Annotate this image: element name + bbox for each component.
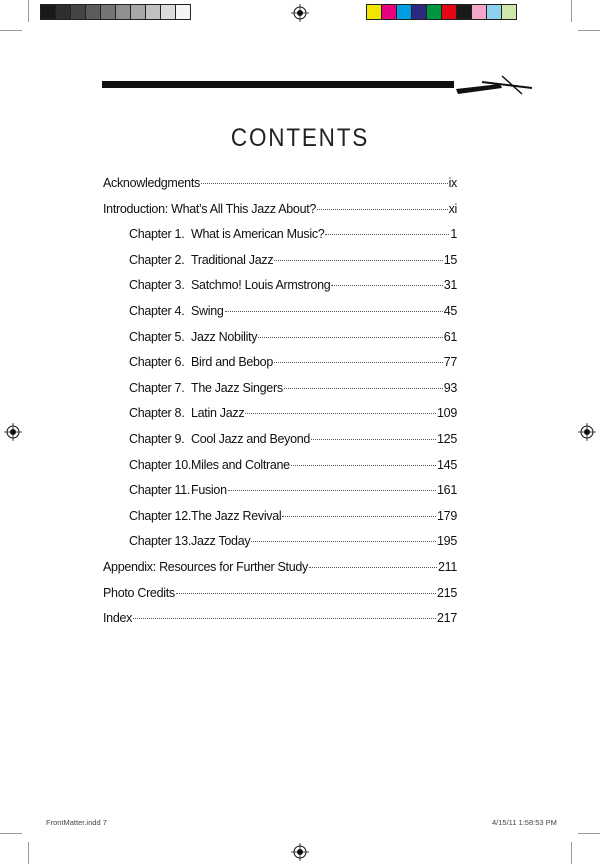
toc-entry-title: Index — [103, 611, 133, 626]
toc-chapter-number: Chapter 12. — [129, 508, 192, 523]
toc-leader-dots — [245, 412, 436, 414]
toc-page-number: 217 — [437, 611, 457, 626]
toc-entry — [103, 534, 457, 560]
crop-mark — [0, 30, 22, 31]
toc-page-number: 77 — [443, 355, 457, 370]
color-swatch — [501, 4, 517, 20]
toc-entry-title: Miles and Coltrane — [191, 457, 290, 472]
toc-entry-title: Satchmo! Louis Armstrong — [191, 278, 331, 293]
toc-entry — [103, 227, 457, 253]
color-swatch — [85, 4, 101, 20]
toc-leader-dots — [258, 336, 442, 338]
color-swatch — [40, 4, 56, 20]
toc-leader-dots — [133, 617, 436, 619]
color-swatch — [441, 4, 457, 20]
toc-page-number: xi — [448, 201, 457, 216]
toc-entry — [103, 483, 457, 509]
toc-entry-title: Latin Jazz — [191, 406, 245, 421]
registration-mark-icon — [578, 423, 596, 441]
color-swatch — [130, 4, 146, 20]
color-swatch — [456, 4, 472, 20]
toc-chapter-number: Chapter 13. — [129, 534, 192, 549]
toc-page-number: 15 — [443, 252, 457, 267]
toc-page-number: 125 — [437, 431, 457, 446]
toc-leader-dots — [225, 310, 443, 312]
grayscale-color-bar — [40, 4, 190, 22]
toc-entry — [103, 560, 457, 586]
crop-mark — [28, 842, 29, 864]
color-swatch — [160, 4, 176, 20]
toc-page-number: 109 — [437, 406, 457, 421]
toc-page-number: 1 — [450, 227, 457, 242]
color-swatch — [366, 4, 382, 20]
toc-entry-title: Acknowledgments — [103, 176, 200, 190]
toc-entry — [103, 509, 457, 535]
toc-page-number: 179 — [437, 508, 457, 523]
color-swatch — [115, 4, 131, 20]
toc-entry-title: Fusion — [191, 483, 227, 498]
toc-entry — [103, 355, 457, 381]
toc-entry — [103, 176, 457, 202]
crop-mark — [571, 842, 572, 864]
footer-file-name: FrontMatter.indd 7 — [46, 818, 107, 827]
toc-leader-dots — [331, 284, 442, 286]
toc-leader-dots — [291, 464, 436, 466]
table-of-contents — [103, 176, 457, 637]
toc-page-number: 161 — [437, 483, 457, 498]
toc-entry — [103, 278, 457, 304]
toc-entry — [103, 586, 457, 612]
crop-mark — [578, 833, 600, 834]
toc-leader-dots — [325, 233, 449, 235]
toc-entry — [103, 432, 457, 458]
toc-leader-dots — [284, 387, 443, 389]
toc-chapter-number: Chapter 11. — [129, 483, 191, 498]
crop-mark — [0, 833, 22, 834]
crop-mark — [28, 0, 29, 22]
toc-page-number: 145 — [437, 457, 457, 472]
footer-timestamp: 4/15/11 1:58:53 PM — [492, 818, 557, 827]
toc-chapter-number: Chapter 10. — [129, 457, 192, 472]
toc-leader-dots — [317, 208, 448, 210]
color-swatch — [486, 4, 502, 20]
toc-page-number: ix — [448, 176, 457, 190]
toc-entry-title: The Jazz Singers — [191, 380, 283, 395]
toc-page-number: 45 — [443, 303, 457, 318]
toc-leader-dots — [228, 489, 436, 491]
toc-page-number: 195 — [437, 534, 457, 549]
toc-chapter-number: Chapter 4. — [129, 303, 185, 318]
toc-entry — [103, 330, 457, 356]
toc-leader-dots — [274, 361, 443, 363]
toc-entry-title: Appendix: Resources for Further Study — [103, 559, 308, 574]
toc-chapter-number: Chapter 7. — [129, 380, 185, 395]
decorative-drumstick-rule — [102, 72, 542, 106]
toc-entry — [103, 381, 457, 407]
toc-chapter-number: Chapter 6. — [129, 355, 185, 370]
page-title: CONTENTS — [230, 124, 370, 152]
color-swatch — [381, 4, 397, 20]
toc-leader-dots — [176, 592, 436, 594]
toc-entry — [103, 458, 457, 484]
color-swatch — [100, 4, 116, 20]
registration-mark-icon — [4, 423, 22, 441]
toc-leader-dots — [282, 515, 436, 517]
toc-leader-dots — [309, 566, 437, 568]
toc-leader-dots — [251, 540, 436, 542]
toc-entry-title: Photo Credits — [103, 585, 175, 600]
crop-mark — [571, 0, 572, 22]
toc-entry — [103, 304, 457, 330]
color-swatch — [175, 4, 191, 20]
toc-entry-title: Introduction: What’s All This Jazz About? — [103, 201, 317, 216]
toc-entry-title: What is American Music? — [191, 227, 325, 242]
toc-entry — [103, 253, 457, 279]
toc-entry-title: Jazz Nobility — [191, 329, 258, 344]
toc-entry-title: Traditional Jazz — [191, 252, 274, 267]
crop-mark — [578, 30, 600, 31]
color-swatch — [70, 4, 86, 20]
toc-chapter-number: Chapter 9. — [129, 431, 185, 446]
color-swatch — [411, 4, 427, 20]
toc-entry — [103, 406, 457, 432]
toc-chapter-number: Chapter 3. — [129, 278, 185, 293]
toc-entry-title: Jazz Today — [191, 534, 251, 549]
toc-chapter-number: Chapter 8. — [129, 406, 185, 421]
toc-page-number: 215 — [437, 585, 457, 600]
toc-chapter-number: Chapter 5. — [129, 329, 185, 344]
toc-entry — [103, 611, 457, 637]
color-swatch — [55, 4, 71, 20]
toc-entry — [103, 202, 457, 228]
process-color-bar — [366, 4, 516, 22]
color-swatch — [426, 4, 442, 20]
toc-page-number: 211 — [437, 559, 457, 574]
color-swatch — [471, 4, 487, 20]
toc-chapter-number: Chapter 1. — [129, 227, 185, 242]
toc-entry-title: Cool Jazz and Beyond — [191, 431, 311, 446]
toc-page-number: 61 — [443, 329, 457, 344]
toc-entry-title: Bird and Bebop — [191, 355, 273, 370]
registration-mark-icon — [291, 4, 309, 22]
toc-page-number: 31 — [443, 278, 457, 293]
toc-entry-title: Swing — [191, 303, 224, 318]
toc-entry-title: The Jazz Revival — [191, 508, 282, 523]
color-swatch — [145, 4, 161, 20]
color-swatch — [396, 4, 412, 20]
toc-leader-dots — [274, 259, 442, 261]
registration-mark-icon — [291, 843, 309, 861]
toc-leader-dots — [201, 182, 448, 184]
toc-page-number: 93 — [443, 380, 457, 395]
toc-chapter-number: Chapter 2. — [129, 252, 185, 267]
toc-leader-dots — [311, 438, 436, 440]
